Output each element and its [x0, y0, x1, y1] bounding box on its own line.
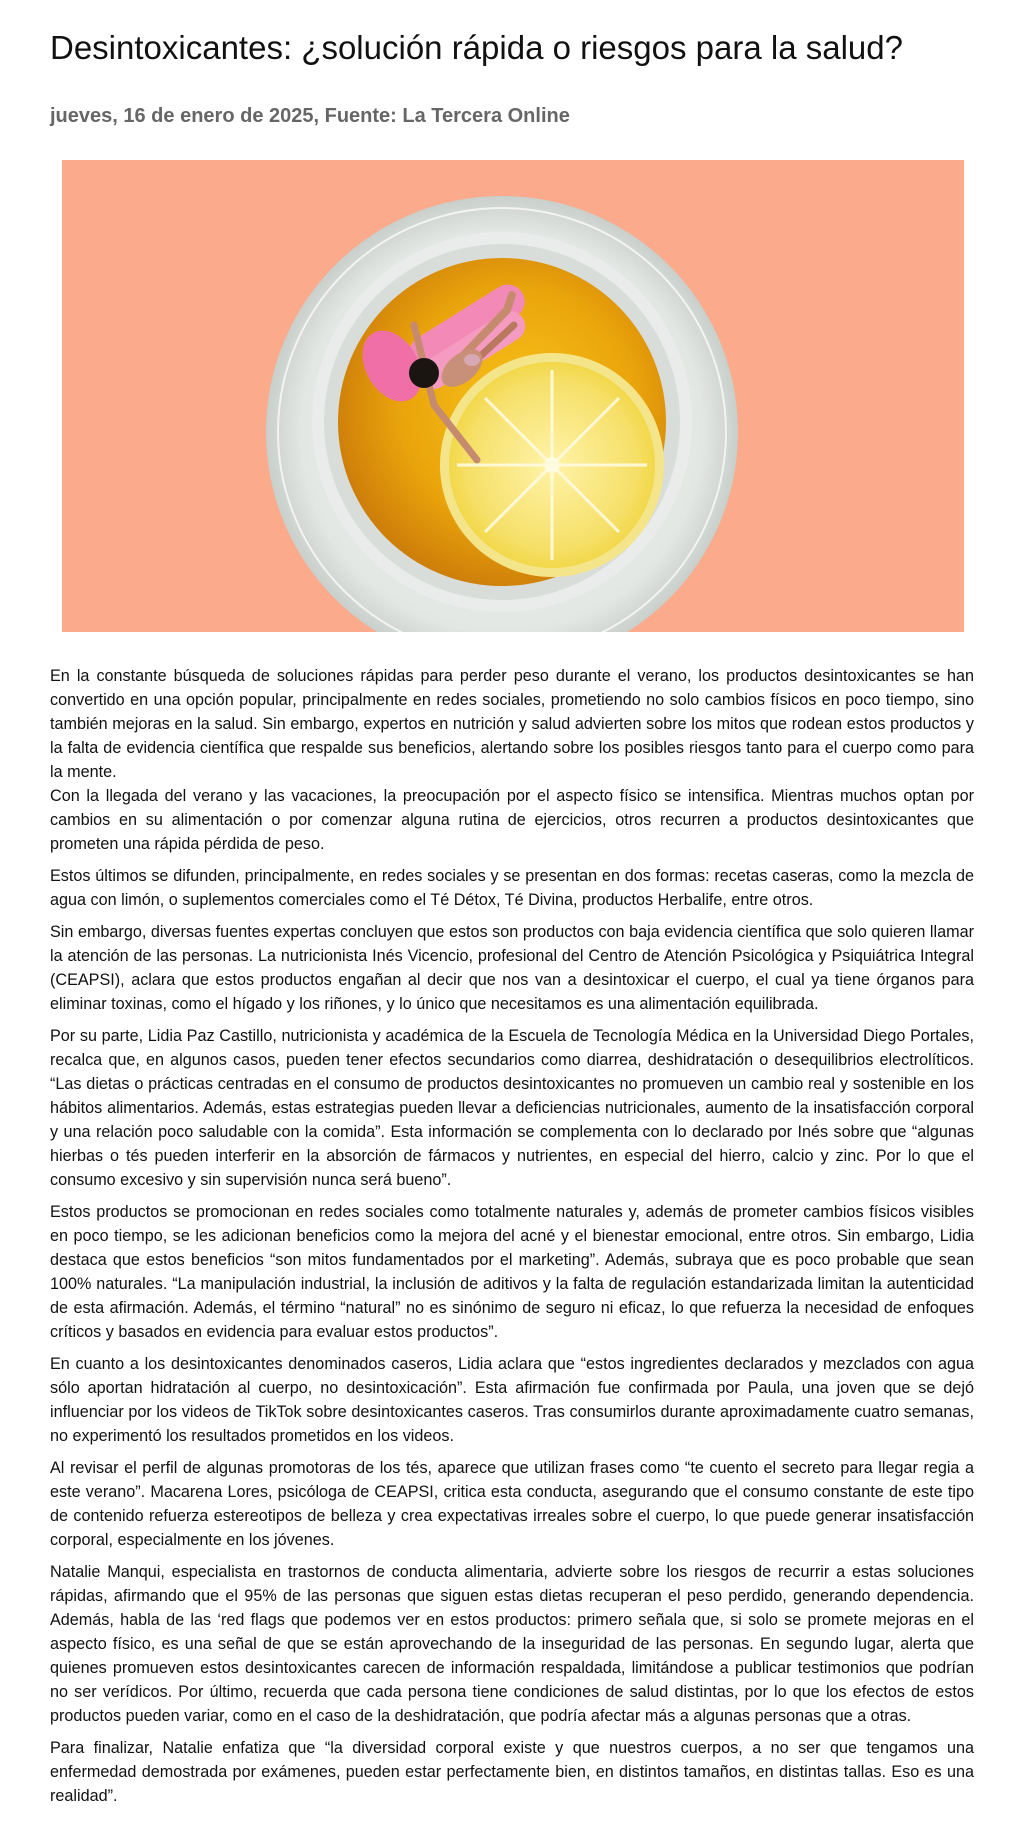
paragraph: Estos últimos se difunden, principalmente, en redes sociales y se presentan en dos formas: recetas caseras, como la mezcla de agua con limón, o suplementos comerciales como el Té Détox, Té Divina, productos Herbalife, entre otros.	[50, 867, 974, 909]
paragraph: Natalie Manqui, especialista en trastornos de conducta alimentaria, advierte sobre los riesgos de recurrir a estas soluciones rápidas, afirmando que el 95% de las personas que siguen estas dietas recuperan el peso perdido, generando dependencia. Además, habla de las ‘red flags que podemos ver en estos productos: primero señala que, si solo se promete mejoras en el aspecto físico, es una señal de que se están aprovechando de la inseguridad de las personas. En segundo lugar, alerta que quienes promueven estos desintoxicantes carecen de información respaldada, limitándose a publicar testimonios que podrían no ser verídicos. Por último, recuerda que cada persona tiene condiciones de salud distintas, por lo que los efectos de estos productos pueden variar, como en el caso de la deshidratación, que podría afectar más a algunas personas que a otras.	[50, 1563, 974, 1725]
article-image	[62, 160, 964, 632]
paragraph: Con la llegada del verano y las vacaciones, la preocupación por el aspecto físico se intensifica. Mientras muchos optan por cambios en su alimentación o por comenzar alguna rutina de ejercicios, otros recurren a productos desintoxicantes que prometen una rápida pérdida de peso.	[50, 787, 974, 853]
article-title: Desintoxicantes: ¿solución rápida o riesgos para la salud?	[50, 29, 903, 66]
paragraph: Sin embargo, diversas fuentes expertas concluyen que estos son productos con baja evidencia científica que solo quieren llamar la atención de las personas. La nutricionista Inés Vicencio, profesional del Centro de Atención Psicológica y Psiquiátrica Integral (CEAPSI), aclara que estos productos engañan al decir que nos van a desintoxicar el cuerpo, el cual ya tiene órganos para eliminar toxinas, como el hígado y los riñones, y lo único que necesitamos es una alimentación equilibrada.	[50, 923, 974, 1013]
article-meta: jueves, 16 de enero de 2025, Fuente: La Tercera Online	[50, 105, 570, 127]
paragraph: En cuanto a los desintoxicantes denominados caseros, Lidia aclara que “estos ingredientes declarados y mezclados con agua sólo aportan hidratación al cuerpo, no desintoxicación”. Esta afirmación fue confirmada por Paula, una joven que se dejó influenciar por los videos de TikTok sobre desintoxicantes caseros. Tras consumirlos durante aproximadamente cuatro semanas, no experimentó los resultados prometidos en los videos.	[50, 1355, 974, 1445]
paragraph: Por su parte, Lidia Paz Castillo, nutricionista y académica de la Escuela de Tecnología Médica en la Universidad Diego Portales, recalca que, en algunos casos, pueden tener efectos secundarios como diarrea, deshidratación o desequilibrios electrolíticos. “Las dietas o prácticas centradas en el consumo de productos desintoxicantes no promueven un cambio real y sostenible en los hábitos alimentarios. Además, estas estrategias pueden llevar a deficiencias nutricionales, aumento de la insatisfacción corporal y una relación poco saludable con la comida”. Esta información se complementa con lo declarado por Inés sobre que “algunas hierbas o tés pueden interferir en la absorción de fármacos y nutrientes, en especial del hierro, calcio y zinc. Por lo que el consumo excesivo y sin supervisión nunca será bueno”.	[50, 1027, 974, 1189]
lemon-slice-icon	[440, 353, 664, 577]
paragraph: Al revisar el perfil de algunas promotoras de los tés, aparece que utilizan frases como “te cuento el secreto para llegar regia a este verano”. Macarena Lores, psicóloga de CEAPSI, critica esta conducta, asegurando que el consumo constante de este tipo de contenido refuerza estereotipos de belleza y crea expectativas irreales sobre el cuerpo, lo que puede generar insatisfacción corporal, especialmente en los jóvenes.	[50, 1459, 974, 1549]
article-body	[50, 664, 974, 1808]
paragraph: Estos productos se promocionan en redes sociales como totalmente naturales y, además de prometer cambios físicos visibles en poco tiempo, se les adicionan beneficios como la mejora del acné y el bienestar emocional, entre otros. Sin embargo, Lidia destaca que estos beneficios “son mitos fundamentados por el marketing”. Además, subraya que es poco probable que sean 100% naturales. “La manipulación industrial, la inclusión de aditivos y la falta de regulación estandarizada limitan la autenticidad de esta afirmación. Además, el término “natural” no es sinónimo de seguro ni eficaz, lo que refuerza la necesidad de enfoques críticos y basados en evidencia para evaluar estos productos”.	[50, 1203, 974, 1341]
paragraph: En la constante búsqueda de soluciones rápidas para perder peso durante el verano, los productos desintoxicantes se han convertido en una opción popular, principalmente en redes sociales, prometiendo no solo cambios físicos en poco tiempo, sino también mejoras en la salud. Sin embargo, expertos en nutrición y salud advierten sobre los mitos que rodean estos productos y la falta de evidencia científica que respalde sus beneficios, alertando sobre los posibles riesgos tanto para el cuerpo como para la mente.	[50, 667, 974, 781]
tea-cup-illustration	[62, 160, 964, 632]
paragraph: Para finalizar, Natalie enfatiza que “la diversidad corporal existe y que nuestros cuerpos, a no ser que tengamos una enfermedad demostrada por exámenes, pueden estar perfectamente bien, en distintos tamaños, en distintas tallas. Eso es una realidad”.	[50, 1739, 974, 1805]
